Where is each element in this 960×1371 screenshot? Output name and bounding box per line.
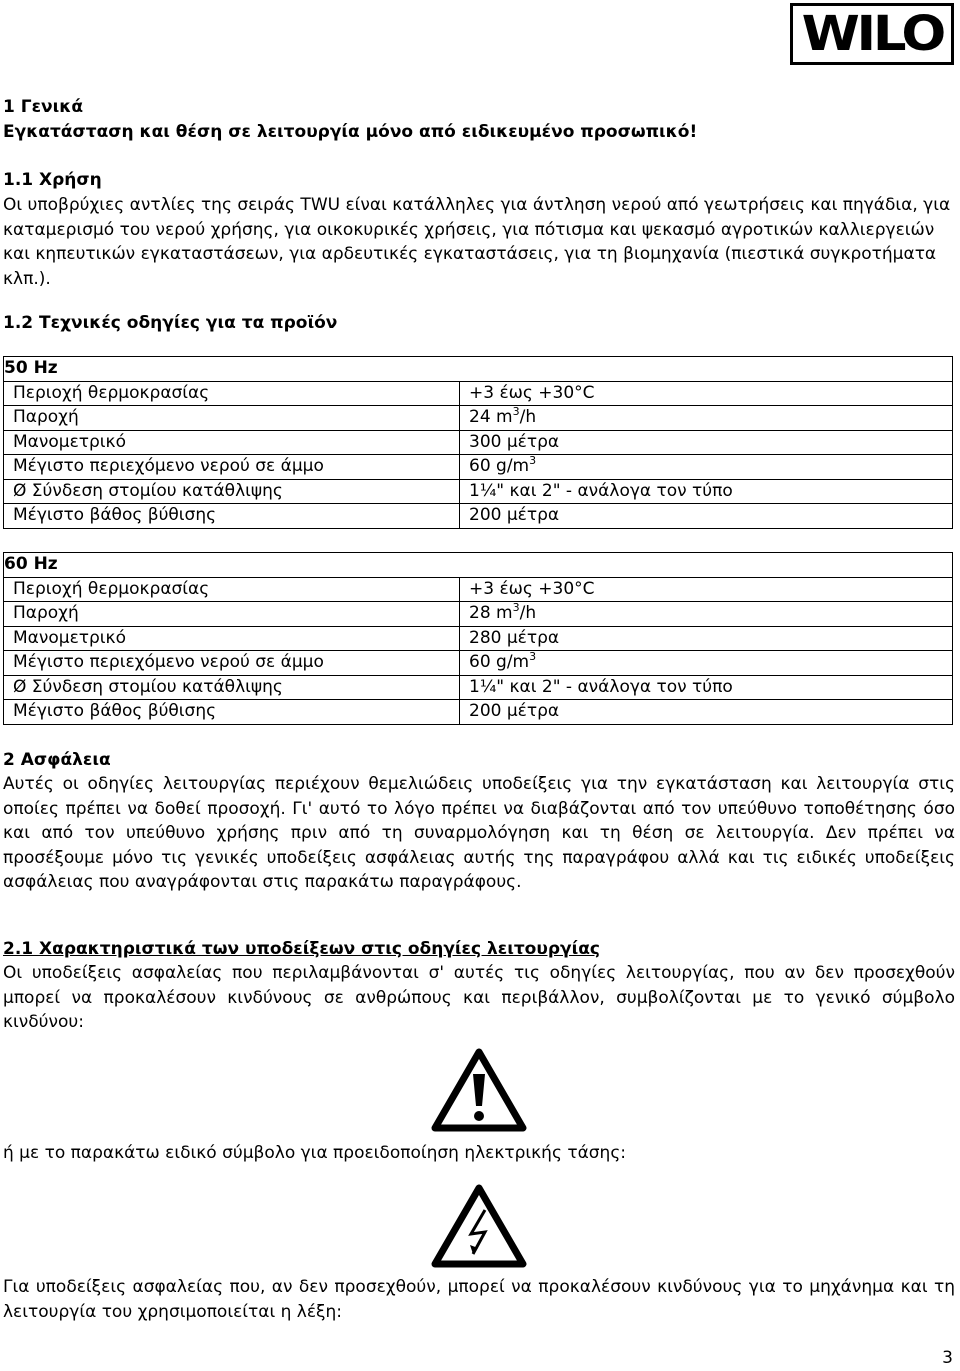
section-1-title: 1 Γενικά [3,97,84,117]
high-voltage-icon [431,1184,527,1268]
table-row: Μέγιστο βάθος βύθισης 200 μέτρα [4,700,953,725]
table-hz-label: 50 Hz [4,357,460,382]
section-2-1-text: Οι υποδείξεις ασφαλείας που περιλαμβάνονται σ' αυτές τις οδηγίες λειτουργίας, που αν δεν προσεχθούν μπορεί να προκαλέσουν κινδύνους σε ανθρώπους και περιβάλλον, συμβολίζονται με το γενικό σύμβολο κινδύνου: [3,963,955,1032]
section-2-1-text2: ή με το παρακάτω ειδικό σύμβολο για προειδοποίηση ηλεκτρικής τάσης: [3,1143,627,1163]
table-row: Παροχή 24 $m^3/h$ [4,406,953,431]
table-row: Μέγιστο περιεχόμενο νερού σε άμμο 60 $g/m^3$ [4,651,953,676]
section-2-text: Αυτές οι οδηγίες λειτουργίας περιέχουν θεμελιώδεις υποδείξεις για την εγκατάσταση και λειτουργία στις οποίες πρέπει να δοθεί προσοχή. Γι' αυτό το λόγο πρέπει να διαβάζονται από τον υπεύθυνο τοποθέτησης όσο και από τον υπεύθυνο χρήσης πριν από τη συναρμολόγηση και τη θέση σε λειτουργία. Δεν πρέπει να προσέξουμε μόνο τις γενικές υποδείξεις ασφάλειας αυτής της παραγράφου αλλά και τις ειδικές υποδείξεις ασφάλειας που αναγράφονται στις παρακάτω παραγράφους. [3,774,955,892]
table-row: Μέγιστο βάθος βύθισης 200 μέτρα [4,504,953,529]
section-2-title: 2 Ασφάλεια [3,750,111,770]
table-row: Μέγιστο περιεχόμενο νερού σε άμμο 60 $g/m^3$ [4,455,953,480]
spec-table-60hz [3,552,953,725]
table-hz-label: 60 Hz [4,553,460,578]
section-2-1-text3: Για υποδείξεις ασφαλείας που, αν δεν προσεχθούν, μπορεί να προκαλέσουν κινδύνους για το μηχάνημα και τη λειτουργία του χρησιμοποιείται η λέξη: [3,1277,955,1322]
section-1-1-title: 1.1 Χρήση [3,170,102,190]
table-row: Περιοχή θερμοκρασίας +3 έως +30°C [4,577,953,602]
section-1-1-text: Οι υποβρύχιες αντλίες της σειράς TWU είναι κατάλληλες για άντληση νερού από γεωτρήσεις και πηγάδια, για καταμερισμό του νερού χρήσης, για οικοκυρικές χρήσεις, για πότισμα και ψεκασμό αγροτικών καλλιεργειών και κηπευτικών εγκαταστάσεων, για αρδευτικές εγκαταστάσεις, για τη βιομηχανία (πιεστικά συγκροτήματα κλπ.). [3,195,951,289]
section-1-2-title: 1.2 Τεχνικές οδηγίες για τα προϊόν [3,313,338,333]
wilo-logo [790,3,954,65]
page-number: 3 [942,1348,953,1368]
table-row: Ø Σύνδεση στομίου κατάθλιψης 1¼" και 2" - ανάλογα τον τύπο [4,675,953,700]
table-row: Περιοχή θερμοκρασίας +3 έως +30°C [4,381,953,406]
logo-text: WILO [801,6,943,62]
section-1-subtitle: Εγκατάσταση και θέση σε λειτουργία μόνο από ειδικευμένο προσωπικό! [3,122,698,142]
section-2-1-title: 2.1 Χαρακτηριστικά των υποδείξεων στις οδηγίες λειτουργίας [3,939,600,959]
table-row: Παροχή 28 $m^3/h$ [4,602,953,627]
warning-triangle-icon [431,1048,527,1132]
spec-table-50hz [3,356,953,529]
table-row: Ø Σύνδεση στομίου κατάθλιψης 1¼" και 2" - ανάλογα τον τύπο [4,479,953,504]
table-row: Μανομετρικό 280 μέτρα [4,626,953,651]
table-row: Μανομετρικό 300 μέτρα [4,430,953,455]
